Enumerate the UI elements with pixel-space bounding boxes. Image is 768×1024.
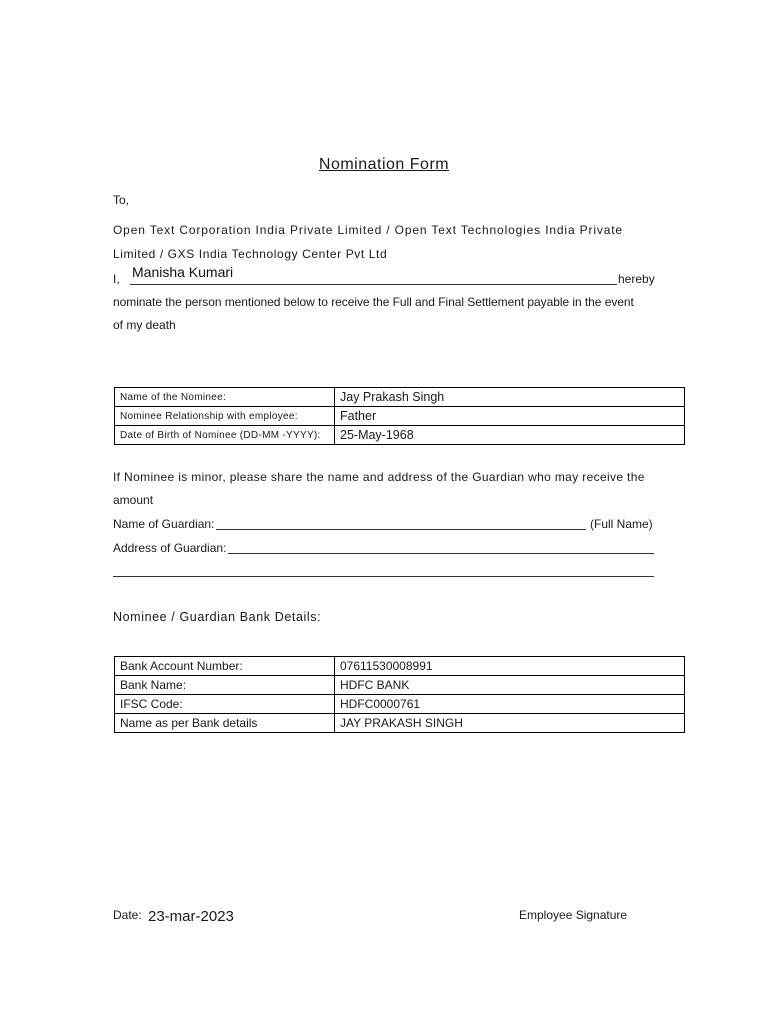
guardian-address-line — [228, 553, 654, 554]
table-row — [115, 426, 685, 445]
bank-account-label: Bank Account Number: — [115, 657, 335, 676]
table-row — [115, 657, 685, 676]
to-label: To, — [113, 193, 130, 207]
date-label: Date: — [113, 908, 142, 922]
nominee-relationship-label: Nominee Relationship with employee: — [115, 407, 335, 426]
bank-details-heading: Nominee / Guardian Bank Details: — [113, 610, 322, 624]
account-holder-label: Name as per Bank details — [115, 714, 335, 733]
minor-line-1: If Nominee is minor, please share the name and address of the Guardian who may receive the — [113, 470, 645, 484]
hereby-label: hereby — [618, 272, 655, 286]
table-row — [115, 388, 685, 407]
guardian-address-line-2 — [113, 576, 654, 577]
ifsc-code-label: IFSC Code: — [115, 695, 335, 714]
form-title: Nomination Form — [318, 156, 450, 173]
nominate-line-1: nominate the person mentioned below to receive the Full and Final Settlement payable in the event — [113, 295, 634, 309]
minor-line-2: amount — [113, 493, 154, 507]
table-row — [115, 714, 685, 733]
table-row — [115, 695, 685, 714]
nominee-name-label: Name of the Nominee: — [115, 388, 335, 407]
nominate-line-2: of my death — [113, 318, 176, 332]
employee-signature-label: Employee Signature — [519, 908, 628, 922]
nominee-dob-label: Date of Birth of Nominee (DD-MM -YYYY): — [115, 426, 335, 445]
nominee-table — [114, 387, 685, 445]
bank-name-label: Bank Name: — [115, 676, 335, 695]
bank-account-value: 07611530008991 — [335, 657, 685, 676]
employee-name-line — [130, 284, 617, 285]
guardian-name-label: Name of Guardian: — [113, 517, 215, 531]
employee-name-value: Manisha Kumari — [132, 264, 234, 280]
date-value: 23-mar-2023 — [148, 908, 234, 925]
nominee-name-value: Jay Prakash Singh — [335, 388, 685, 407]
guardian-address-label: Address of Guardian: — [113, 541, 227, 555]
company-line-2: Limited / GXS India Technology Center Pvt Ltd — [113, 247, 388, 261]
nominee-dob-value: 25-May-1968 — [335, 426, 685, 445]
company-line-1: Open Text Corporation India Private Limited / Open Text Technologies India Private — [113, 223, 623, 237]
table-row — [115, 407, 685, 426]
full-name-label: (Full Name) — [590, 517, 653, 531]
guardian-name-line — [216, 529, 586, 530]
i-label: I, — [113, 272, 120, 286]
bank-table — [114, 656, 685, 733]
nominee-relationship-value: Father — [335, 407, 685, 426]
account-holder-value: JAY PRAKASH SINGH — [335, 714, 685, 733]
ifsc-code-value: HDFC0000761 — [335, 695, 685, 714]
table-row — [115, 676, 685, 695]
bank-name-value: HDFC BANK — [335, 676, 685, 695]
